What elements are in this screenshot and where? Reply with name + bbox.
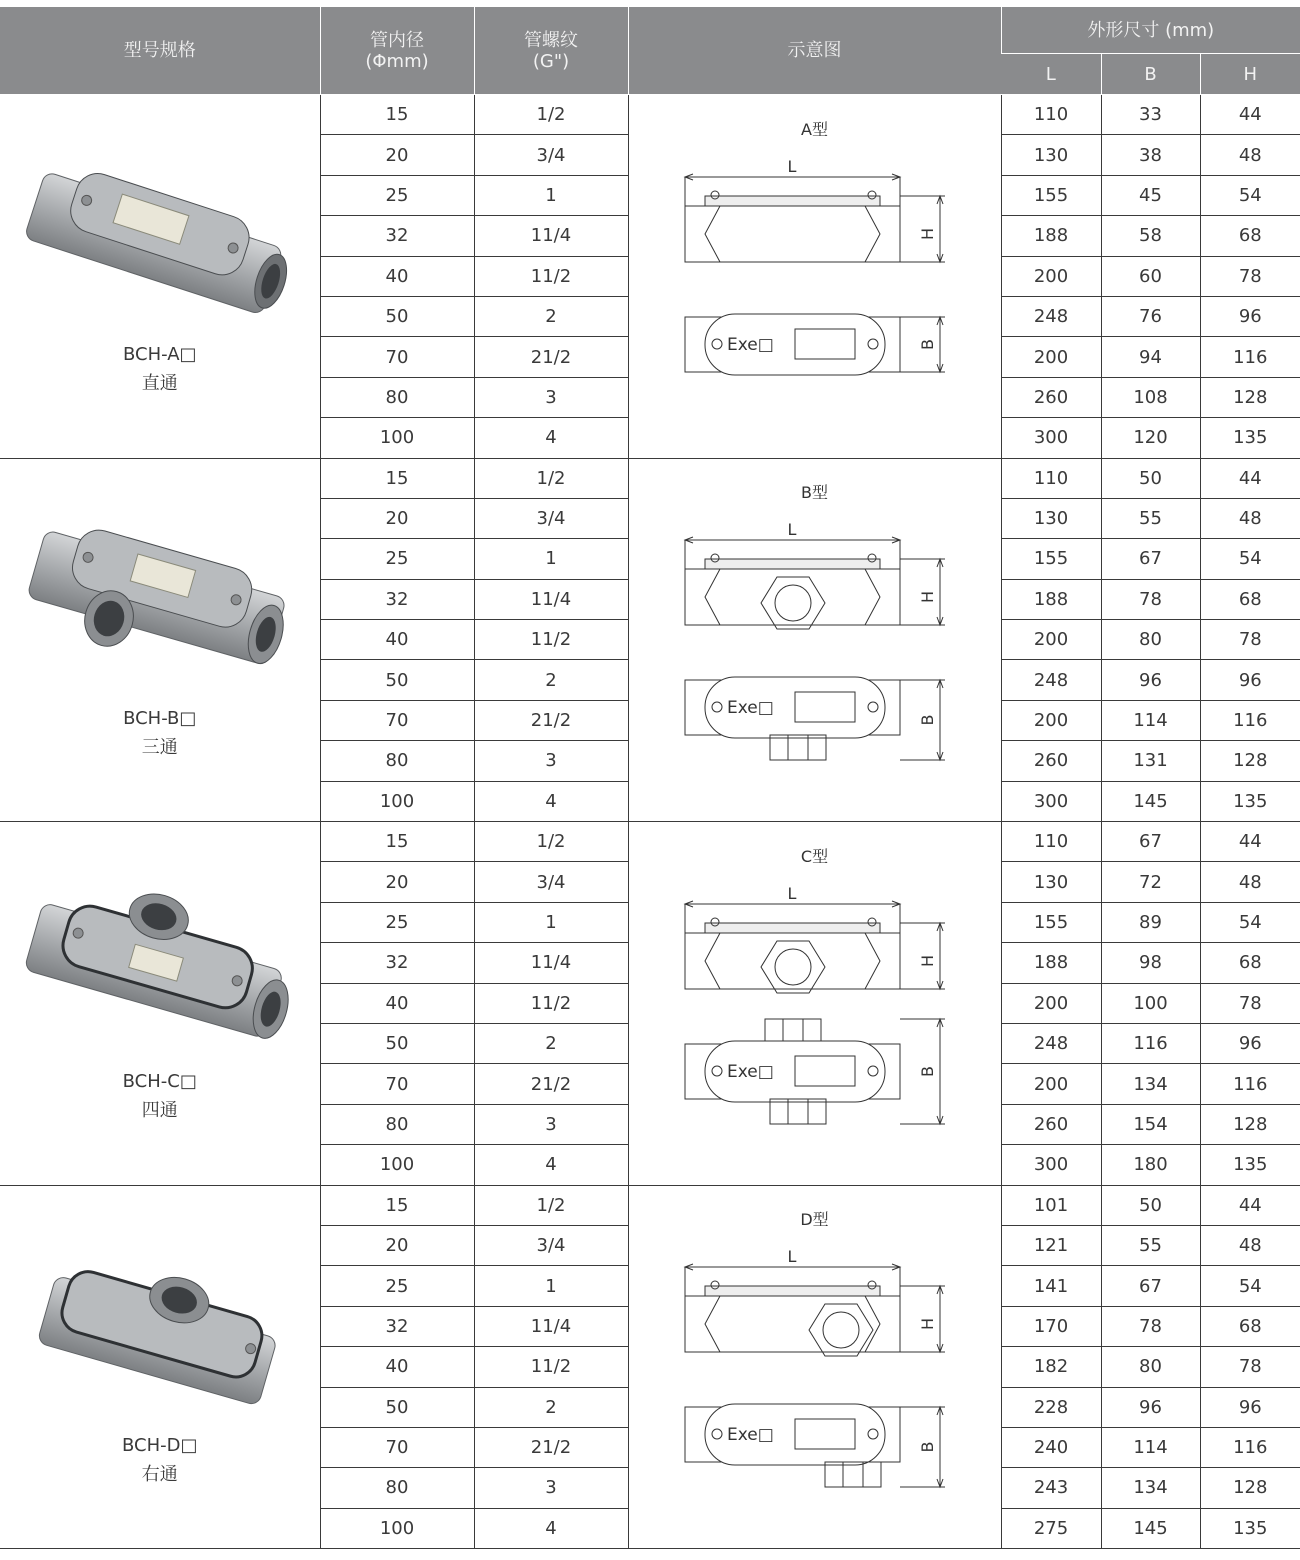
dim-B-cell: 67 — [1101, 822, 1200, 862]
junction-box-photo — [20, 140, 300, 340]
dim-H-cell: 48 — [1200, 862, 1300, 902]
model-code: BCH-C□ — [122, 1071, 197, 1093]
inner-diameter-cell: 40 — [320, 983, 474, 1023]
thread-cell: 2 — [474, 296, 628, 336]
dim-L-cell: 130 — [1001, 862, 1101, 902]
label-L: L — [787, 1247, 796, 1267]
dim-B-cell: 72 — [1101, 862, 1200, 902]
inner-diameter-cell: 15 — [320, 822, 474, 862]
thread-cell: 2 — [474, 660, 628, 700]
dim-B-cell: 45 — [1101, 175, 1200, 215]
dim-B-cell: 114 — [1101, 1427, 1200, 1467]
dim-H-cell: 116 — [1200, 337, 1300, 377]
header-dimensions: 外形尺寸 (mm) — [1001, 7, 1300, 54]
dim-B-cell: 120 — [1101, 418, 1200, 458]
dim-B-cell: 50 — [1101, 1185, 1200, 1225]
dim-B-cell: 50 — [1101, 458, 1200, 498]
dim-L-cell: 170 — [1001, 1306, 1101, 1346]
inner-diameter-cell: 32 — [320, 216, 474, 256]
dim-L-cell: 188 — [1001, 943, 1101, 983]
dim-L-cell: 155 — [1001, 175, 1101, 215]
dim-L-cell: 228 — [1001, 1387, 1101, 1427]
dim-B-cell: 94 — [1101, 337, 1200, 377]
dim-H-cell: 128 — [1200, 1468, 1300, 1508]
header-L: L — [1001, 54, 1101, 95]
dimension-diagram — [675, 1232, 955, 1522]
thread-cell: 11/2 — [474, 983, 628, 1023]
dim-H-cell: 96 — [1200, 296, 1300, 336]
model-cell — [0, 95, 320, 459]
thread-cell: 3 — [474, 1468, 628, 1508]
inner-diameter-cell: 80 — [320, 1468, 474, 1508]
dim-B-cell: 80 — [1101, 620, 1200, 660]
dim-L-cell: 260 — [1001, 1104, 1101, 1144]
dimension-diagram — [675, 869, 955, 1159]
dim-L-cell: 141 — [1001, 1266, 1101, 1306]
thread-cell: 4 — [474, 418, 628, 458]
dim-L-cell: 248 — [1001, 660, 1101, 700]
dim-L-cell: 300 — [1001, 418, 1101, 458]
model-type: 四通 — [141, 1100, 178, 1122]
dim-B-cell: 96 — [1101, 1387, 1200, 1427]
dim-L-cell: 248 — [1001, 296, 1101, 336]
thread-cell: 11/2 — [474, 1347, 628, 1387]
dim-B-cell: 89 — [1101, 902, 1200, 942]
thread-cell: 21/2 — [474, 700, 628, 740]
dim-B-cell: 58 — [1101, 216, 1200, 256]
dim-H-cell: 44 — [1200, 822, 1300, 862]
dim-B-cell: 67 — [1101, 1266, 1200, 1306]
dim-L-cell: 240 — [1001, 1427, 1101, 1467]
thread-cell: 11/2 — [474, 620, 628, 660]
thread-cell: 1/2 — [474, 458, 628, 498]
dim-H-cell: 96 — [1200, 660, 1300, 700]
inner-diameter-cell: 80 — [320, 377, 474, 417]
dim-L-cell: 155 — [1001, 539, 1101, 579]
thread-cell: 11/4 — [474, 579, 628, 619]
dim-B-cell: 134 — [1101, 1468, 1200, 1508]
inner-diameter-cell: 15 — [320, 1185, 474, 1225]
model-type: 直通 — [141, 373, 178, 395]
inner-diameter-cell: 25 — [320, 902, 474, 942]
thread-cell: 11/4 — [474, 1306, 628, 1346]
dim-L-cell: 300 — [1001, 1145, 1101, 1185]
diagram-title: D型 — [800, 1210, 829, 1230]
thread-cell: 3/4 — [474, 498, 628, 538]
thread-cell: 11/4 — [474, 216, 628, 256]
dim-H-cell: 68 — [1200, 1306, 1300, 1346]
inner-diameter-cell: 70 — [320, 700, 474, 740]
inner-diameter-cell: 70 — [320, 1064, 474, 1104]
dim-B-cell: 78 — [1101, 1306, 1200, 1346]
table-row — [0, 1185, 1300, 1225]
dim-L-cell: 188 — [1001, 216, 1101, 256]
label-H: H — [917, 591, 937, 604]
inner-diameter-cell: 20 — [320, 498, 474, 538]
thread-cell: 2 — [474, 1023, 628, 1063]
inner-diameter-cell: 40 — [320, 256, 474, 296]
dim-H-cell: 44 — [1200, 1185, 1300, 1225]
dim-H-cell: 68 — [1200, 943, 1300, 983]
inner-diameter-cell: 50 — [320, 660, 474, 700]
spec-table — [0, 7, 1300, 1549]
diagram-cell — [628, 95, 1001, 459]
inner-diameter-cell: 20 — [320, 1225, 474, 1265]
junction-box-photo — [20, 867, 300, 1067]
inner-diameter-cell: 70 — [320, 337, 474, 377]
inner-diameter-cell: 25 — [320, 539, 474, 579]
dim-L-cell: 121 — [1001, 1225, 1101, 1265]
label-exe: Exe□ — [726, 1425, 774, 1446]
inner-diameter-cell: 32 — [320, 1306, 474, 1346]
dim-B-cell: 55 — [1101, 498, 1200, 538]
dim-B-cell: 180 — [1101, 1145, 1200, 1185]
thread-cell: 1/2 — [474, 822, 628, 862]
dim-H-cell: 48 — [1200, 498, 1300, 538]
dim-H-cell: 54 — [1200, 902, 1300, 942]
label-L: L — [787, 520, 796, 540]
thread-cell: 3/4 — [474, 1225, 628, 1265]
label-L: L — [787, 883, 796, 903]
thread-cell: 4 — [474, 1145, 628, 1185]
dim-B-cell: 98 — [1101, 943, 1200, 983]
thread-cell: 3 — [474, 741, 628, 781]
dim-L-cell: 260 — [1001, 377, 1101, 417]
dim-H-cell: 128 — [1200, 1104, 1300, 1144]
table-row — [0, 458, 1300, 498]
dim-H-cell: 78 — [1200, 620, 1300, 660]
header-B: B — [1101, 54, 1200, 95]
inner-diameter-cell: 25 — [320, 175, 474, 215]
inner-diameter-cell: 50 — [320, 1387, 474, 1427]
header-inner-diameter: 管内径 (Φmm) — [320, 7, 474, 95]
header-thread: 管螺纹 (G") — [474, 7, 628, 95]
thread-cell: 2 — [474, 1387, 628, 1427]
inner-diameter-cell: 80 — [320, 1104, 474, 1144]
header-diagram: 示意图 — [628, 7, 1001, 95]
dim-H-cell: 96 — [1200, 1387, 1300, 1427]
dim-H-cell: 78 — [1200, 256, 1300, 296]
dim-B-cell: 96 — [1101, 660, 1200, 700]
inner-diameter-cell: 15 — [320, 95, 474, 135]
inner-diameter-cell: 100 — [320, 1508, 474, 1548]
dim-B-cell: 100 — [1101, 983, 1200, 1023]
dim-B-cell: 116 — [1101, 1023, 1200, 1063]
inner-diameter-cell: 40 — [320, 620, 474, 660]
diagram-cell — [628, 458, 1001, 822]
dim-H-cell: 135 — [1200, 781, 1300, 821]
thread-cell: 4 — [474, 1508, 628, 1548]
dim-L-cell: 155 — [1001, 902, 1101, 942]
thread-cell: 1 — [474, 902, 628, 942]
dim-B-cell: 78 — [1101, 579, 1200, 619]
thread-cell: 3/4 — [474, 135, 628, 175]
dim-H-cell: 116 — [1200, 1427, 1300, 1467]
dim-H-cell: 116 — [1200, 1064, 1300, 1104]
label-H: H — [917, 1318, 937, 1331]
dim-H-cell: 96 — [1200, 1023, 1300, 1063]
dim-L-cell: 130 — [1001, 498, 1101, 538]
thread-cell: 1/2 — [474, 95, 628, 135]
dim-L-cell: 260 — [1001, 741, 1101, 781]
dim-B-cell: 108 — [1101, 377, 1200, 417]
thread-cell: 11/2 — [474, 256, 628, 296]
junction-box-photo — [20, 504, 300, 704]
model-code: BCH-B□ — [123, 707, 197, 729]
dim-L-cell: 110 — [1001, 822, 1101, 862]
dim-L-cell: 130 — [1001, 135, 1101, 175]
inner-diameter-cell: 100 — [320, 418, 474, 458]
dim-H-cell: 68 — [1200, 579, 1300, 619]
dim-L-cell: 200 — [1001, 1064, 1101, 1104]
diagram-cell — [628, 822, 1001, 1186]
diagram-cell — [628, 1185, 1001, 1549]
dim-H-cell: 48 — [1200, 1225, 1300, 1265]
label-exe: Exe□ — [726, 698, 774, 719]
model-cell — [0, 1185, 320, 1549]
model-code: BCH-D□ — [122, 1434, 198, 1456]
dim-L-cell: 188 — [1001, 579, 1101, 619]
dim-B-cell: 145 — [1101, 781, 1200, 821]
thread-cell: 11/4 — [474, 943, 628, 983]
thread-cell: 1 — [474, 175, 628, 215]
thread-cell: 21/2 — [474, 1064, 628, 1104]
dim-H-cell: 135 — [1200, 1145, 1300, 1185]
dim-L-cell: 200 — [1001, 620, 1101, 660]
dim-H-cell: 135 — [1200, 1508, 1300, 1548]
dim-L-cell: 101 — [1001, 1185, 1101, 1225]
inner-diameter-cell: 100 — [320, 781, 474, 821]
dim-H-cell: 128 — [1200, 377, 1300, 417]
dim-H-cell: 128 — [1200, 741, 1300, 781]
dim-H-cell: 68 — [1200, 216, 1300, 256]
inner-diameter-cell: 25 — [320, 1266, 474, 1306]
dim-L-cell: 300 — [1001, 781, 1101, 821]
thread-cell: 1 — [474, 1266, 628, 1306]
model-cell — [0, 822, 320, 1186]
dim-B-cell: 80 — [1101, 1347, 1200, 1387]
dim-H-cell: 116 — [1200, 700, 1300, 740]
dim-H-cell: 54 — [1200, 175, 1300, 215]
header-H: H — [1200, 54, 1300, 95]
label-H: H — [917, 227, 937, 240]
dim-L-cell: 110 — [1001, 95, 1101, 135]
label-B: B — [917, 1065, 937, 1077]
inner-diameter-cell: 20 — [320, 135, 474, 175]
thread-cell: 3/4 — [474, 862, 628, 902]
label-H: H — [917, 954, 937, 967]
table-row — [0, 95, 1300, 135]
dim-L-cell: 200 — [1001, 983, 1101, 1023]
thread-cell: 21/2 — [474, 1427, 628, 1467]
label-L: L — [787, 156, 796, 176]
inner-diameter-cell: 70 — [320, 1427, 474, 1467]
dim-B-cell: 33 — [1101, 95, 1200, 135]
dim-H-cell: 54 — [1200, 1266, 1300, 1306]
dimension-diagram — [675, 142, 955, 432]
dim-H-cell: 44 — [1200, 458, 1300, 498]
dim-H-cell: 54 — [1200, 539, 1300, 579]
inner-diameter-cell: 50 — [320, 1023, 474, 1063]
inner-diameter-cell: 15 — [320, 458, 474, 498]
junction-box-photo — [20, 1231, 300, 1431]
model-type: 三通 — [141, 736, 178, 758]
dim-H-cell: 135 — [1200, 418, 1300, 458]
model-code: BCH-A□ — [122, 344, 197, 366]
table-row — [0, 822, 1300, 862]
inner-diameter-cell: 32 — [320, 943, 474, 983]
dim-H-cell: 44 — [1200, 95, 1300, 135]
model-type: 右通 — [141, 1463, 178, 1485]
dim-L-cell: 200 — [1001, 256, 1101, 296]
thread-cell: 1/2 — [474, 1185, 628, 1225]
thread-cell: 1 — [474, 539, 628, 579]
dim-B-cell: 67 — [1101, 539, 1200, 579]
dim-L-cell: 200 — [1001, 700, 1101, 740]
dim-B-cell: 38 — [1101, 135, 1200, 175]
header-model: 型号规格 — [0, 7, 320, 95]
diagram-title: C型 — [800, 846, 829, 866]
dim-L-cell: 200 — [1001, 337, 1101, 377]
thread-cell: 3 — [474, 1104, 628, 1144]
dim-H-cell: 78 — [1200, 1347, 1300, 1387]
label-exe: Exe□ — [726, 334, 774, 355]
inner-diameter-cell: 100 — [320, 1145, 474, 1185]
dim-L-cell: 275 — [1001, 1508, 1101, 1548]
dim-L-cell: 182 — [1001, 1347, 1101, 1387]
thread-cell: 21/2 — [474, 337, 628, 377]
thread-cell: 4 — [474, 781, 628, 821]
inner-diameter-cell: 32 — [320, 579, 474, 619]
thread-cell: 3 — [474, 377, 628, 417]
dim-H-cell: 78 — [1200, 983, 1300, 1023]
inner-diameter-cell: 80 — [320, 741, 474, 781]
dim-H-cell: 48 — [1200, 135, 1300, 175]
label-B: B — [917, 1441, 937, 1453]
dim-B-cell: 134 — [1101, 1064, 1200, 1104]
dimension-diagram — [675, 505, 955, 795]
model-cell — [0, 458, 320, 822]
dim-B-cell: 145 — [1101, 1508, 1200, 1548]
dim-B-cell: 76 — [1101, 296, 1200, 336]
inner-diameter-cell: 40 — [320, 1347, 474, 1387]
dim-L-cell: 248 — [1001, 1023, 1101, 1063]
label-exe: Exe□ — [726, 1061, 774, 1082]
dim-L-cell: 110 — [1001, 458, 1101, 498]
dim-B-cell: 60 — [1101, 256, 1200, 296]
dim-B-cell: 114 — [1101, 700, 1200, 740]
dim-B-cell: 154 — [1101, 1104, 1200, 1144]
dim-L-cell: 243 — [1001, 1468, 1101, 1508]
label-B: B — [917, 714, 937, 726]
dim-B-cell: 55 — [1101, 1225, 1200, 1265]
dim-B-cell: 131 — [1101, 741, 1200, 781]
diagram-title: B型 — [801, 483, 828, 503]
label-B: B — [917, 338, 937, 350]
inner-diameter-cell: 20 — [320, 862, 474, 902]
table-body — [0, 95, 1300, 1549]
diagram-title: A型 — [801, 119, 828, 139]
inner-diameter-cell: 50 — [320, 296, 474, 336]
